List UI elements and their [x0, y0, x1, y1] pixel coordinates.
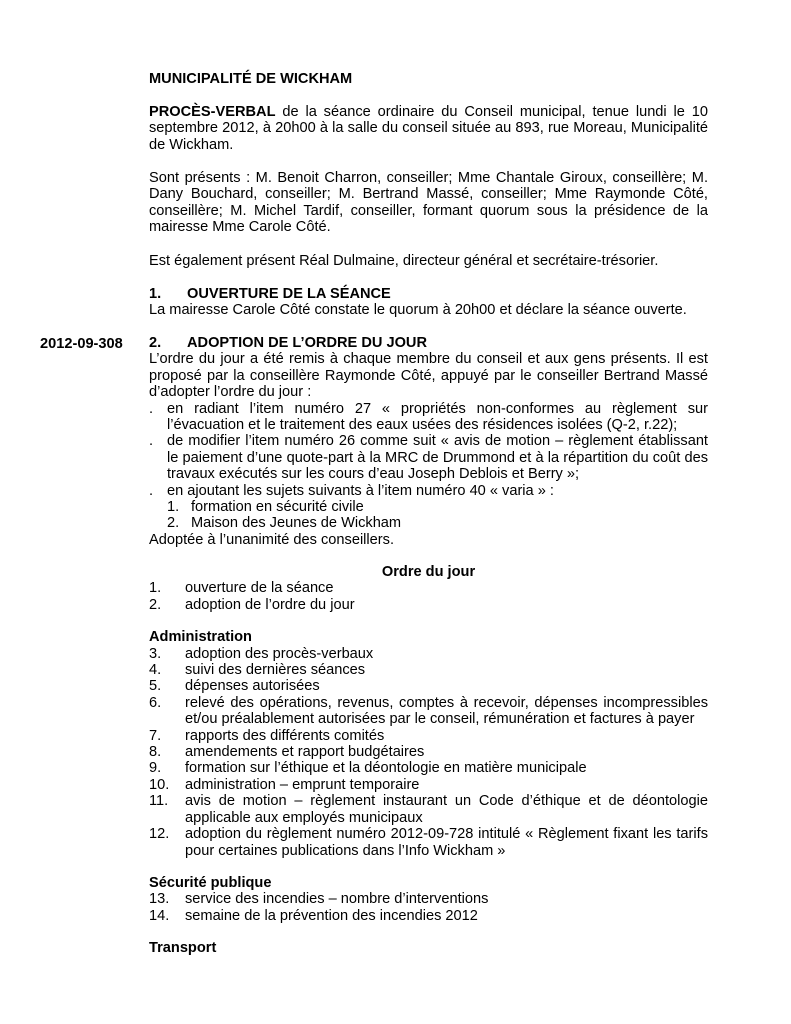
agenda-item-number: 13.: [149, 891, 170, 908]
intro-paragraph: [149, 104, 708, 153]
agenda-item-number: 6.: [149, 694, 162, 711]
sub-item-number: 1.: [167, 499, 180, 516]
bullet-dot: .: [149, 400, 154, 417]
agenda-item-number: 2.: [149, 596, 162, 613]
agenda-item-text: avis de motion – règlement instaurant un Code d’éthique et de déontologie applicable aux employés municipaux: [185, 793, 708, 826]
agenda-item: [149, 646, 708, 662]
agenda-item-number: 10.: [149, 776, 170, 793]
agenda-item-text: suivi des dernières séances: [185, 662, 366, 679]
agenda: [149, 564, 708, 957]
agenda-item-text: amendements et rapport budgétaires: [185, 744, 425, 761]
agenda-item: [149, 908, 708, 924]
agenda-item-text: adoption des procès-verbaux: [185, 645, 374, 662]
bullet-dot: .: [149, 433, 154, 450]
also-present-paragraph: Est également présent Réal Dulmaine, directeur général et secrétaire-trésorier.: [149, 253, 659, 269]
agenda-item-number: 8.: [149, 744, 162, 761]
attendance-paragraph: Sont présents : M. Benoit Charron, conseiller; Mme Chantale Giroux, conseillère; M. Dany Bouchard, conseiller; M. Bertrand Massé, conseiller; Mme Raymonde Côté, conseillère; M. Michel Tardif, conseiller, formant quorum sous la présidence de la mairesse Mme Carole Côté.: [149, 170, 708, 236]
sub-item: [149, 515, 708, 531]
sub-item-text: formation en sécurité civile: [191, 499, 364, 516]
section-1-text: La mairesse Carole Côté constate le quorum à 20h00 et déclare la séance ouverte.: [149, 302, 687, 319]
agenda-item-text: dépenses autorisées: [185, 678, 320, 695]
agenda-item-number: 3.: [149, 645, 162, 662]
agenda-item-text: ouverture de la séance: [185, 580, 334, 597]
sub-item-number: 2.: [167, 515, 180, 532]
agenda-item-number: 7.: [149, 727, 162, 744]
bullet-dot: .: [149, 482, 154, 499]
sub-item: [149, 499, 708, 515]
intro-text: de la séance ordinaire du Conseil municipal, tenue lundi le 10 septembre 2012, à 20h00 à la salle du conseil située au 893, rue Moreau, Municipalité de Wickham.: [149, 104, 708, 153]
agenda-item: [149, 793, 708, 826]
bullet-item: [149, 401, 708, 434]
agenda-item: [149, 891, 708, 907]
agenda-item: [149, 678, 708, 694]
agenda-item: [149, 580, 708, 596]
agenda-heading: Ordre du jour: [381, 564, 476, 580]
agenda-item-text: rapports des différents comités: [185, 727, 385, 744]
adopted-text: Adoptée à l’unanimité des conseillers.: [149, 531, 394, 548]
bullet-text: en ajoutant les sujets suivants à l’item numéro 40 « varia » :: [167, 482, 554, 499]
agenda-item: [149, 744, 708, 760]
section-2-title: ADOPTION DE L’ORDRE DU JOUR: [187, 335, 428, 351]
agenda-item-text: adoption du règlement numéro 2012-09-728 intitulé « Règlement fixant les tarifs pour certaines publications dans l’Info Wickham »: [185, 826, 708, 859]
section-1: [149, 286, 708, 319]
section-1-number: 1.: [149, 286, 162, 302]
agenda-item-number: 1.: [149, 580, 162, 597]
security-heading: Sécurité publique: [149, 874, 272, 891]
agenda-item-text: relevé des opérations, revenus, comptes à recevoir, dépenses incompressibles et/ou préalablement autorisées par le conseil, rémunération et factures à payer: [185, 694, 708, 728]
agenda-item-number: 5.: [149, 678, 162, 695]
document-title: MUNICIPALITÉ DE WICKHAM: [149, 71, 353, 87]
section-2-text: L’ordre du jour a été remis à chaque membre du conseil et aux gens présents. Il est proposé par la conseillère Raymonde Côté, appuyé par le conseiller Bertrand Massé d’adopter l’ordre du jour :: [149, 351, 708, 401]
bullet-text: en radiant l’item numéro 27 « propriétés non-conformes au règlement sur l’évacuation et le traitement des eaux usées des résidences isolées (Q-2, r.22);: [167, 400, 708, 434]
agenda-item-text: service des incendies – nombre d’interventions: [185, 891, 489, 908]
agenda-item: [149, 777, 708, 793]
bullet-item: [149, 483, 708, 499]
section-2: [149, 335, 708, 548]
agenda-item-text: formation sur l’éthique et la déontologie en matière municipale: [185, 760, 587, 777]
agenda-item-text: administration – emprunt temporaire: [185, 776, 420, 793]
transport-heading: Transport: [149, 940, 217, 957]
agenda-item: [149, 662, 708, 678]
agenda-item: [149, 597, 708, 613]
resolution-number: 2012-09-308: [40, 336, 123, 352]
sub-item-text: Maison des Jeunes de Wickham: [191, 515, 402, 532]
section-2-heading: [149, 335, 708, 351]
bullet-item: [149, 433, 708, 482]
administration-heading: Administration: [149, 629, 252, 646]
agenda-item-text: adoption de l’ordre du jour: [185, 596, 355, 613]
agenda-item-number: 12.: [149, 826, 170, 843]
agenda-item: [149, 695, 708, 728]
agenda-item-number: 14.: [149, 907, 170, 924]
intro-bold: PROCÈS-VERBAL: [149, 104, 276, 120]
section-1-heading: [149, 286, 708, 302]
agenda-item: [149, 760, 708, 776]
agenda-item-text: semaine de la prévention des incendies 2012: [185, 907, 478, 924]
agenda-item: [149, 826, 708, 859]
section-2-number: 2.: [149, 335, 162, 351]
agenda-item-number: 9.: [149, 760, 162, 777]
agenda-item: [149, 728, 708, 744]
agenda-item-number: 11.: [149, 793, 169, 810]
agenda-item-number: 4.: [149, 662, 162, 679]
bullet-text: de modifier l’item numéro 26 comme suit « avis de motion – règlement établissant le paiement d’une quote-part à la MRC de Drummond et à la répartition du coût des travaux exécutés sur les cours d’eau Joseph Deblois et Berry »;: [167, 433, 708, 483]
section-1-title: OUVERTURE DE LA SÉANCE: [187, 286, 391, 302]
